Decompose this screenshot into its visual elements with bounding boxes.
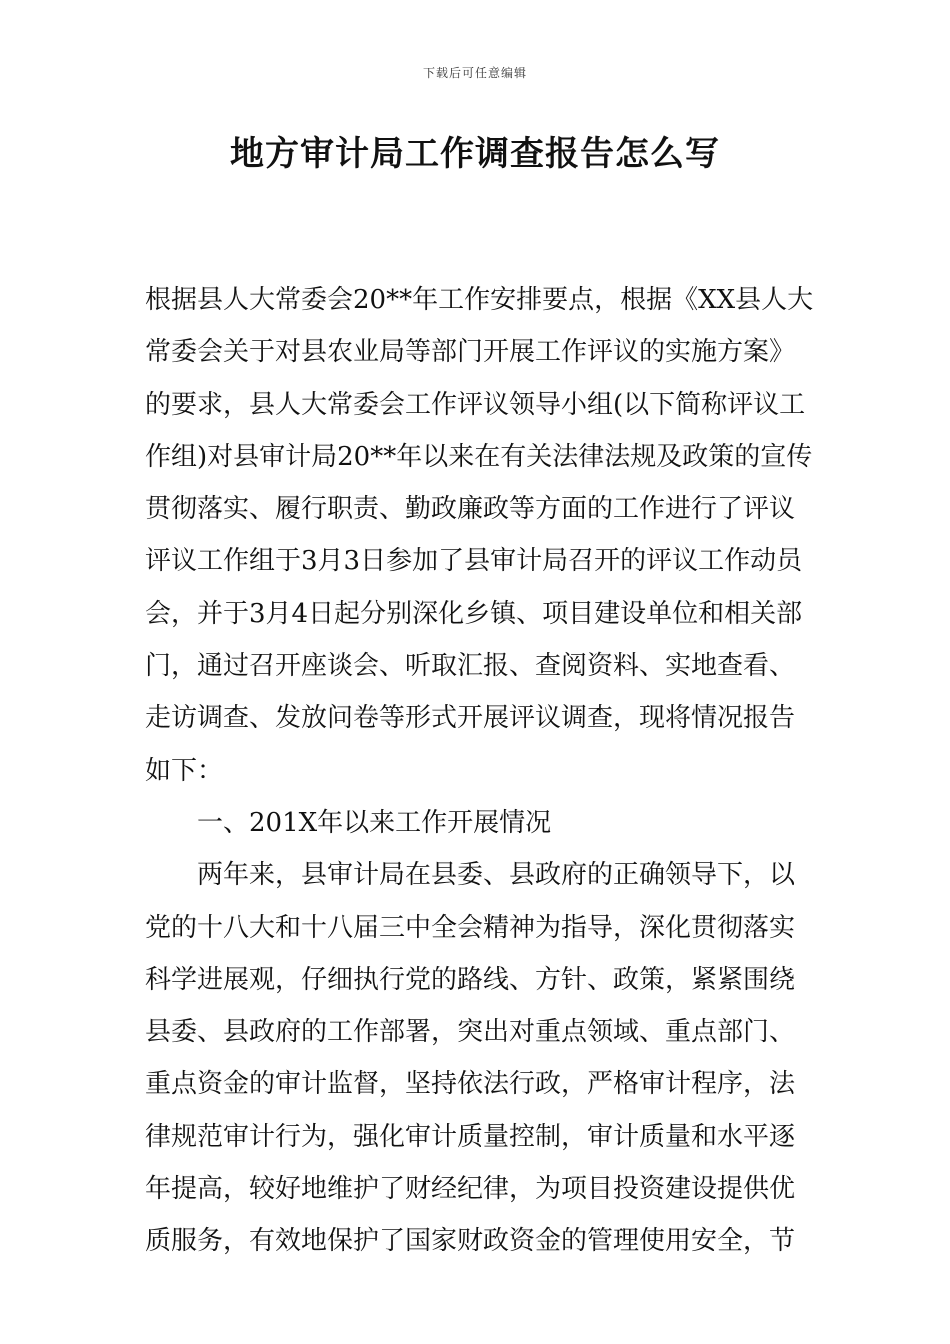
- body-line: 会，并于3月4日起分别深化乡镇、项目建设单位和相关部: [145, 598, 803, 629]
- body-line: 作组)对县审计局20**年以来在有关法律法规及政策的宣传: [145, 441, 813, 472]
- body-line: 县委、县政府的工作部署，突出对重点领域、重点部门、: [145, 1017, 796, 1048]
- body-line: 科学进展观，仔细执行党的路线、方针、政策，紧紧围绕: [145, 964, 796, 995]
- document-body: [145, 274, 814, 1268]
- body-line: 律规范审计行为，强化审计质量控制，审计质量和水平逐: [145, 1121, 796, 1152]
- section-heading: 一、201X年以来工作开展情况: [197, 807, 552, 838]
- body-line: 常委会关于对县农业局等部门开展工作评议的实施方案》: [145, 337, 796, 368]
- document-title: 地方审计局工作调查报告怎么写: [230, 134, 720, 174]
- body-line: 党的十八大和十八届三中全会精神为指导，深化贯彻落实: [145, 912, 796, 943]
- body-line: 根据县人大常委会20**年工作安排要点，根据《XX县人大: [145, 285, 814, 315]
- body-line: 门，通过召开座谈会、听取汇报、查阅资料、实地查看、: [145, 651, 796, 682]
- body-line: 两年来，县审计局在县委、县政府的正确领导下，以: [197, 860, 796, 891]
- body-line: 年提高，较好地维护了财经纪律，为项目投资建设提供优: [145, 1174, 796, 1205]
- body-line: 如下：: [145, 755, 224, 786]
- body-line: 重点资金的审计监督，坚持依法行政，严格审计程序，法: [145, 1069, 796, 1100]
- body-line: 质服务，有效地保护了国家财政资金的管理使用安全，节: [145, 1226, 796, 1257]
- body-line: 走访调查、发放问卷等形式开展评议调查，现将情况报告: [145, 703, 796, 734]
- body-line: 贯彻落实、履行职责、勤政廉政等方面的工作进行了评议: [145, 494, 796, 525]
- body-line: 的要求，县人大常委会工作评议领导小组(以下简称评议工: [145, 389, 806, 420]
- header-note: 下载后可任意编辑: [422, 66, 527, 80]
- body-line: 评议工作组于3月3日参加了县审计局召开的评议工作动员: [145, 546, 803, 577]
